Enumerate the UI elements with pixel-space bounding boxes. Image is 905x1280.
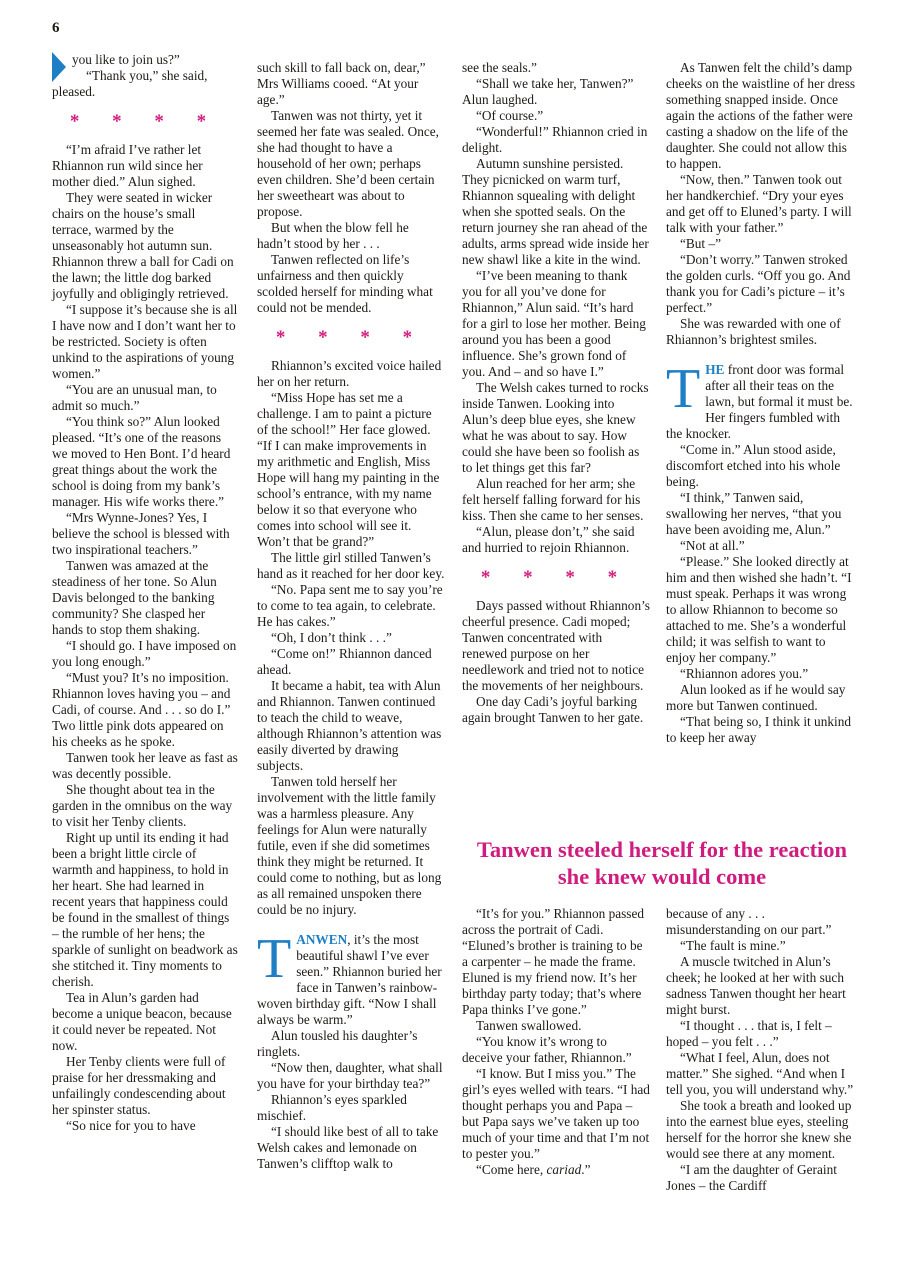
paragraph: such skill to fall back on, dear,” Mrs Williams cooed. “At your age.”	[257, 60, 426, 107]
paragraph: because of any . . . misunderstanding on our part.”	[666, 906, 832, 937]
paragraph: “But –”	[680, 236, 721, 251]
lead-word: HE	[705, 362, 725, 377]
paragraph: “Must you? It’s no imposition. Rhiannon loves having you – and Cadi, of course. And . . . so do I.” Two little pink dots appeared on his cheeks as he spoke.	[52, 670, 231, 749]
section-break-stars: * * * *	[69, 111, 221, 132]
paragraph: Right up until its ending it had been a bright little circle of warmth and happiness, to hold in her heart. She had learned in recent years that happiness could be found in the smallest of things – the rumble of her hens; the sparkle of sunlight on beadwork as she stitched it. Tiny moments to cherish.	[52, 830, 238, 989]
paragraph: They were seated in wicker chairs on the house’s small terrace, warmed by the unseasonably hot autumn sun. Rhiannon threw a ball for Cadi on the lawn; the little dog barked joyfully and obligingly retrieved.	[52, 190, 234, 301]
paragraph: A muscle twitched in Alun’s cheek; he looked at her with such sadness Tanwen thought her heart might burst.	[666, 954, 846, 1017]
paragraph: “No. Papa sent me to say you’re to come to tea again, to celebrate. He has cakes.”	[257, 582, 443, 629]
opening-paragraph	[52, 52, 238, 100]
paragraph: “What I feel, Alun, does not matter.” She sighed. “And when I tell you, you will understand why.”	[666, 1050, 854, 1097]
paragraph: Tanwen told herself her involvement with the little family was a harmless pleasure. Any feelings for Alun were naturally futile, even if she did sometimes think they might be returned. It could come to nothing, but as long as all remained unspoken there could be no injury.	[257, 774, 442, 917]
paragraph: “I’ve been meaning to thank you for all you’ve done for Rhiannon,” Alun said. “It’s hard for a girl to lose her mother. Being around you has been a good influence. She’s grown fond of you. And – and so have I.”	[462, 268, 646, 379]
paragraph: She took a breath and looked up into the earnest blue eyes, steeling herself for the horror she knew she would see there at any moment.	[666, 1098, 852, 1161]
column-3-upper	[462, 60, 650, 726]
page-number: 6	[52, 20, 60, 36]
paragraph: Tanwen took her leave as fast as was decently possible.	[52, 750, 238, 781]
paragraph: “It’s for you.” Rhiannon passed across the portrait of Cadi. “Eluned’s brother is training to be a carpenter – he made the frame. Eluned is my friend now. It’s her birthday party today; that’s where Papa thinks I’ve gone.”	[462, 906, 645, 1017]
column-4-lower	[666, 906, 856, 1194]
paragraph: “Wonderful!” Rhiannon cried in delight.	[462, 124, 648, 155]
paragraph: “I think,” Tanwen said, swallowing her nerves, “that you have been avoiding me, Alun.”	[666, 490, 842, 537]
paragraph: “I know. But I miss you.” The girl’s eyes welled with tears. “I had thought perhaps you and Papa – but Papa says we’ve taken up too much of your time and that I’m not to pester you.”	[462, 1066, 650, 1161]
paragraph: Autumn sunshine persisted. They picnicked on warm turf, Rhiannon squealing with delight when she spotted seals. On the return journey she ran ahead of the adults, arms spread wide inside her new shawl like a kite in the wind.	[462, 156, 649, 267]
paragraph: “I am the daughter of Geraint Jones – the Cardiff	[666, 1162, 837, 1193]
text-run: front door was formal after all their teas on the lawn, but formal it must be. Her fingers fumbled with the knocker.	[666, 362, 853, 441]
paragraph: One day Cadi’s joyful barking again brought Tanwen to her gate.	[462, 694, 644, 725]
paragraph: Alun looked as if he would say more but Tanwen continued.	[666, 682, 846, 713]
column-3-lower	[462, 906, 650, 1178]
paragraph: She was rewarded with one of Rhiannon’s brightest smiles.	[666, 316, 841, 347]
paragraph: “Come on!” Rhiannon danced ahead.	[257, 646, 432, 677]
paragraph: “So nice for you to have	[66, 1118, 196, 1133]
paragraph: see the seals.”	[462, 60, 537, 75]
paragraph: “Miss Hope has set me a challenge. I am to paint a picture of the school!” Her face glowed. “If I can make improvements in my arithmetic and English, Miss Hope will hang my painting in the school’s entrance, with my name below it so that everyone who comes into school will see it. Won’t that be grand?”	[257, 390, 440, 549]
section-break-stars: * * * *	[275, 327, 427, 348]
dropcap-paragraph	[666, 358, 856, 442]
paragraph: “Oh, I don’t think . . .”	[271, 630, 392, 645]
paragraph: Alun reached for her arm; she felt herself falling forward for his kiss. Then she came to her senses.	[462, 476, 644, 523]
text-line: “Thank you,” she said, pleased.	[52, 68, 208, 99]
text-run: .”	[581, 1162, 591, 1177]
paragraph: She thought about tea in the garden in the omnibus on the way to visit her Tenby clients.	[52, 782, 233, 829]
paragraph: “Come in.” Alun stood aside, discomfort etched into his whole being.	[666, 442, 841, 489]
paragraph: “I should go. I have imposed on you long enough.”	[52, 638, 237, 669]
paragraph: The Welsh cakes turned to rocks inside Tanwen. Looking into Alun’s deep blue eyes, she knew what he was about to say. How could she have been so foolish as to let things get this far?	[462, 380, 649, 475]
paragraph: “Don’t worry.” Tanwen stroked the golden curls. “Off you go. And thank you for Cadi’s picture – it’s perfect.”	[666, 252, 851, 315]
paragraph: Rhiannon’s eyes sparkled mischief.	[257, 1092, 407, 1123]
paragraph: “You know it’s wrong to deceive your father, Rhiannon.”	[462, 1034, 632, 1065]
paragraph: “Not at all.”	[680, 538, 745, 553]
paragraph: Alun tousled his daughter’s ringlets.	[257, 1028, 418, 1059]
paragraph: “Mrs Wynne-Jones? Yes, I believe the school is blessed with two inspirational teachers.”	[52, 510, 230, 557]
paragraph: The little girl stilled Tanwen’s hand as it reached for her door key.	[257, 550, 445, 581]
paragraph: But when the blow fell he hadn’t stood by her . . .	[257, 220, 409, 251]
dropcap-paragraph	[257, 928, 445, 1028]
paragraph: “That being so, I think it unkind to keep her away	[666, 714, 851, 745]
paragraph: “I suppose it’s because she is all I have now and I don’t want her to be restricted. Society is often unkind to the aspirations of young women.”	[52, 302, 238, 381]
text-run: , it’s the most beautiful shawl I’ve ever seen.” Rhiannon buried her face in Tanwen’s rainbow-woven birthday gift. “Now I shall always be warm.”	[257, 932, 442, 1027]
italic-word: cariad	[546, 1162, 582, 1177]
paragraph: Days passed without Rhiannon’s cheerful presence. Cadi moped; Tanwen concentrated with renewed purpose on her needlework and tried not to notice the movements of her neighbours.	[462, 598, 650, 693]
paragraph: Her Tenby clients were full of praise for her dressmaking and unfailingly condescending about her spinster status.	[52, 1054, 226, 1117]
paragraph: “The fault is mine.”	[680, 938, 786, 953]
paragraph	[462, 1162, 650, 1178]
dropcap-letter: T	[666, 358, 701, 420]
triangle-pointer-icon	[52, 52, 66, 82]
lead-word: ANWEN	[296, 932, 348, 947]
column-2	[257, 60, 445, 1172]
paragraph: Tanwen reflected on life’s unfairness and then quickly scolded herself for minding what could not be mended.	[257, 252, 433, 315]
paragraph: “Please.” She looked directly at him and then wished she hadn’t. “I must speak. Perhaps it was wrong to allow Rhiannon to become so attached to me. She’s a wonderful child; it was selfish to want to enjoy her company.”	[666, 554, 852, 665]
paragraph: “I’m afraid I’ve rather let Rhiannon run wild since her mother died.” Alun sighed.	[52, 142, 203, 189]
paragraph: It became a habit, tea with Alun and Rhiannon. Tanwen continued to teach the child to weave, although Rhiannon’s attention was easily diverted by drawing subjects.	[257, 678, 442, 773]
pull-quote-heading: Tanwen steeled herself for the reaction she knew would come	[476, 837, 848, 889]
paragraph: “Of course.”	[476, 108, 544, 123]
paragraph: “Now then, daughter, what shall you have for your birthday tea?”	[257, 1060, 443, 1091]
paragraph: “I thought . . . that is, I felt – hoped – you felt . . .”	[666, 1018, 832, 1049]
column-1	[52, 52, 238, 1134]
paragraph: “Shall we take her, Tanwen?” Alun laughed.	[462, 76, 634, 107]
dropcap-letter: T	[257, 928, 292, 990]
paragraph: Tea in Alun’s garden had become a unique beacon, because it could never be repeated. Not now.	[52, 990, 232, 1053]
section-break-stars: * * * *	[480, 567, 632, 588]
paragraph: Tanwen was not thirty, yet it seemed her fate was sealed. Once, she had thought to have a household of her own; perhaps even children. She’d been certain her sweetheart was about to propose.	[257, 108, 440, 219]
paragraph: Rhiannon’s excited voice hailed her on her return.	[257, 358, 442, 389]
paragraph: As Tanwen felt the child’s damp cheeks on the waistline of her dress something snapped inside. Once again the actions of the father were casting a shadow on the life of the daughter. She could not allow this to happen.	[666, 60, 856, 171]
text-line: you like to join us?”	[72, 52, 180, 67]
paragraph: “You think so?” Alun looked pleased. “It’s one of the reasons we moved to Hen Bont. I’d heard great things about the work the school is doing from my bank’s manager. His wife works there.”	[52, 414, 231, 509]
paragraph: “I should like best of all to take Welsh cakes and lemonade on Tanwen’s clifftop walk to	[257, 1124, 439, 1171]
paragraph: “You are an unusual man, to admit so much.”	[52, 382, 217, 413]
paragraph: “Now, then.” Tanwen took out her handkerchief. “Dry your eyes and get off to Eluned’s party. I will talk with your father.”	[666, 172, 852, 235]
paragraph: “Alun, please don’t,” she said and hurried to rejoin Rhiannon.	[462, 524, 635, 555]
paragraph: Tanwen was amazed at the steadiness of her tone. So Alun Davis belonged to the banking community? She clasped her hands to stop them shaking.	[52, 558, 217, 637]
text-run: “Come here,	[476, 1162, 547, 1177]
paragraph: “Rhiannon adores you.”	[680, 666, 809, 681]
paragraph: Tanwen swallowed.	[476, 1018, 582, 1033]
column-4-upper	[666, 60, 856, 746]
